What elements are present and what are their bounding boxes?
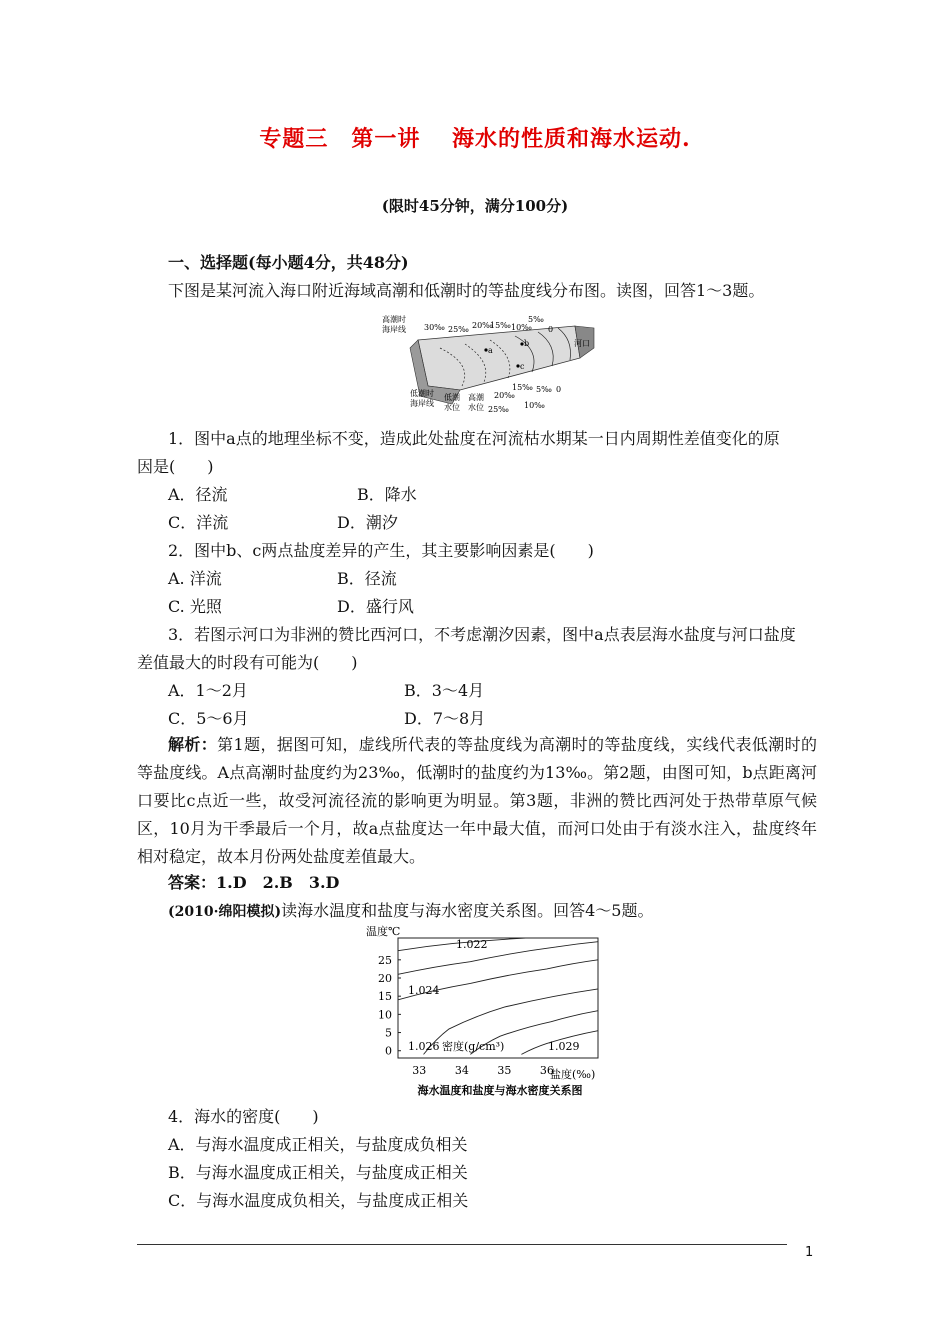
q4-option-b: B．与海水温度成正相关，与盐度成正相关 (168, 1163, 468, 1182)
label-top-15: 15‰ (490, 321, 511, 330)
intro-q4-5 (168, 898, 653, 921)
point-a: a (488, 346, 493, 355)
isoline-label-1024: 1.024 (408, 984, 440, 997)
q1-option-a: A．径流 (168, 485, 228, 504)
label-estuary: 河口 (574, 339, 590, 348)
x-tick-label: 35 (497, 1064, 512, 1077)
q1-stem-line1: 1．图中a点的地理坐标不变，造成此处盐度在河流枯水期某一日内周期性差值变化的原 (168, 429, 780, 448)
q1-option-d: D．潮汐 (337, 513, 398, 532)
q4-option-c: C．与海水温度成负相关，与盐度成正相关 (168, 1191, 469, 1210)
analysis-paragraph (137, 731, 817, 871)
analysis-label: 解析： (168, 735, 218, 754)
q3-stem-line1: 3．若图示河口为非洲的赞比西河口，不考虑潮汐因素，图中a点表层海水盐度与河口盐度 (168, 625, 796, 644)
q4-option-a: A．与海水温度成正相关，与盐度成负相关 (168, 1135, 468, 1154)
label-top-25: 25‰ (448, 325, 469, 334)
label-top-30: 30‰ (424, 323, 445, 332)
q2-option-d: D．盛行风 (337, 597, 414, 616)
label-bottom-5: 5‰ (536, 385, 552, 394)
label-top-10: 10‰ (511, 323, 532, 332)
y-tick-label: 15 (378, 990, 392, 1004)
q3-option-d: D．7～8月 (404, 709, 486, 728)
label-bottom-15: 15‰ (512, 383, 533, 392)
label-bottom-20: 20‰ (494, 391, 515, 400)
label-top-20: 20‰ (472, 321, 493, 330)
isoline-label-1026: 1.026 (408, 1040, 440, 1053)
q3-option-c: C．5～6月 (168, 709, 249, 728)
label-bottom-0: 0 (556, 385, 562, 394)
label-low-tide-level-1: 低潮 (444, 393, 460, 402)
label-top-0: 0 (548, 325, 554, 334)
label-high-tide-level-2: 水位 (468, 403, 484, 412)
label-low-tide-shore-2: 海岸线 (410, 399, 434, 408)
footer-rule (137, 1244, 787, 1245)
y-tick-label: 5 (385, 1026, 392, 1040)
q2-option-c: C. 光照 (168, 597, 222, 616)
q1-stem-line2: 因是( ) (137, 457, 214, 476)
label-bottom-10: 10‰ (524, 401, 545, 410)
q2-option-a: A. 洋流 (168, 569, 222, 588)
label-high-tide-level-1: 高潮 (468, 393, 484, 402)
label-bottom-25: 25‰ (488, 405, 509, 414)
isoline-label-1022: 1.022 (456, 938, 488, 951)
label-high-tide-shore-2: 海岸线 (382, 325, 406, 334)
q2-stem: 2．图中b、c两点盐度差异的产生，其主要影响因素是( ) (168, 541, 594, 560)
x-tick-label: 36 (539, 1064, 554, 1077)
section-heading: 一、选择题(每小题4分，共48分) (168, 253, 409, 272)
page-title: 专题三 第一讲 海水的性质和海水运动. (259, 126, 691, 152)
q2-option-b: B．径流 (337, 569, 397, 588)
point-c: c (520, 362, 525, 371)
label-low-tide-shore-1: 低潮时 (410, 389, 434, 398)
q1-option-c: C．洋流 (168, 513, 229, 532)
q1-option-b: B．降水 (357, 485, 417, 504)
time-limit-note: (限时45分钟，满分100分) (381, 197, 569, 215)
isoline-label-1029: 1.029 (548, 1040, 580, 1053)
x-tick-label: 34 (454, 1064, 469, 1077)
y-tick-label: 20 (378, 972, 392, 985)
density-chart (360, 922, 640, 1098)
q4-stem: 4．海水的密度( ) (168, 1107, 319, 1126)
source-tag: (2010·绵阳模拟) (168, 904, 282, 920)
y-axis-label: 温度℃ (366, 925, 401, 938)
label-high-tide-shore-1: 高潮时 (382, 315, 406, 324)
label-low-tide-level-2: 水位 (444, 403, 460, 412)
y-tick-label: 10 (378, 1008, 392, 1022)
estuary-salinity-diagram (380, 308, 610, 418)
x-tick-label: 33 (412, 1064, 427, 1077)
x-ticks (412, 1064, 554, 1077)
answer-label: 答案： (168, 873, 217, 892)
q3-option-b: B．3～4月 (404, 681, 485, 700)
x-axis-label: 盐度(‰) (550, 1068, 596, 1081)
chart-title: 海水温度和盐度与海水密度关系图 (417, 1084, 583, 1097)
analysis-text: 第1题，据图可知，虚线所代表的等盐度线为高潮时的等盐度线，实线代表低潮时的等盐度线。A点高潮时盐度约为23‰，低潮时的盐度约为13‰。第2题，由图可知，b点距离河口要比c点近一些，故受河流径流的影响更为明显。第3题，非洲的赞比西河处于热带草原气候区，10月为干季最后一个月，故a点盐度达一年中最大值，而河口处由于有淡水注入，盐度终年相对稳定，故本月份两处盐度差值最大。 (137, 735, 817, 866)
y-tick-label: 0 (385, 1044, 392, 1058)
answer-text: 1.D 2.B 3.D (216, 873, 340, 892)
density-label: 密度(g/cm³) (442, 1040, 505, 1053)
question-intro: 下图是某河流入海口附近海域高潮和低潮时的等盐度线分布图。读图，回答1～3题。 (168, 281, 765, 300)
q3-stem-line2: 差值最大的时段有可能为( ) (137, 653, 358, 672)
label-top-5: 5‰ (528, 315, 544, 324)
q3-option-a: A．1～2月 (168, 681, 248, 700)
page-number: 1 (805, 1245, 814, 1260)
answer-line (168, 870, 339, 893)
y-tick-label: 25 (378, 953, 392, 967)
point-b: b (524, 339, 530, 348)
intro-q4-5-text: 读海水温度和盐度与海水密度关系图。回答4～5题。 (281, 901, 654, 920)
